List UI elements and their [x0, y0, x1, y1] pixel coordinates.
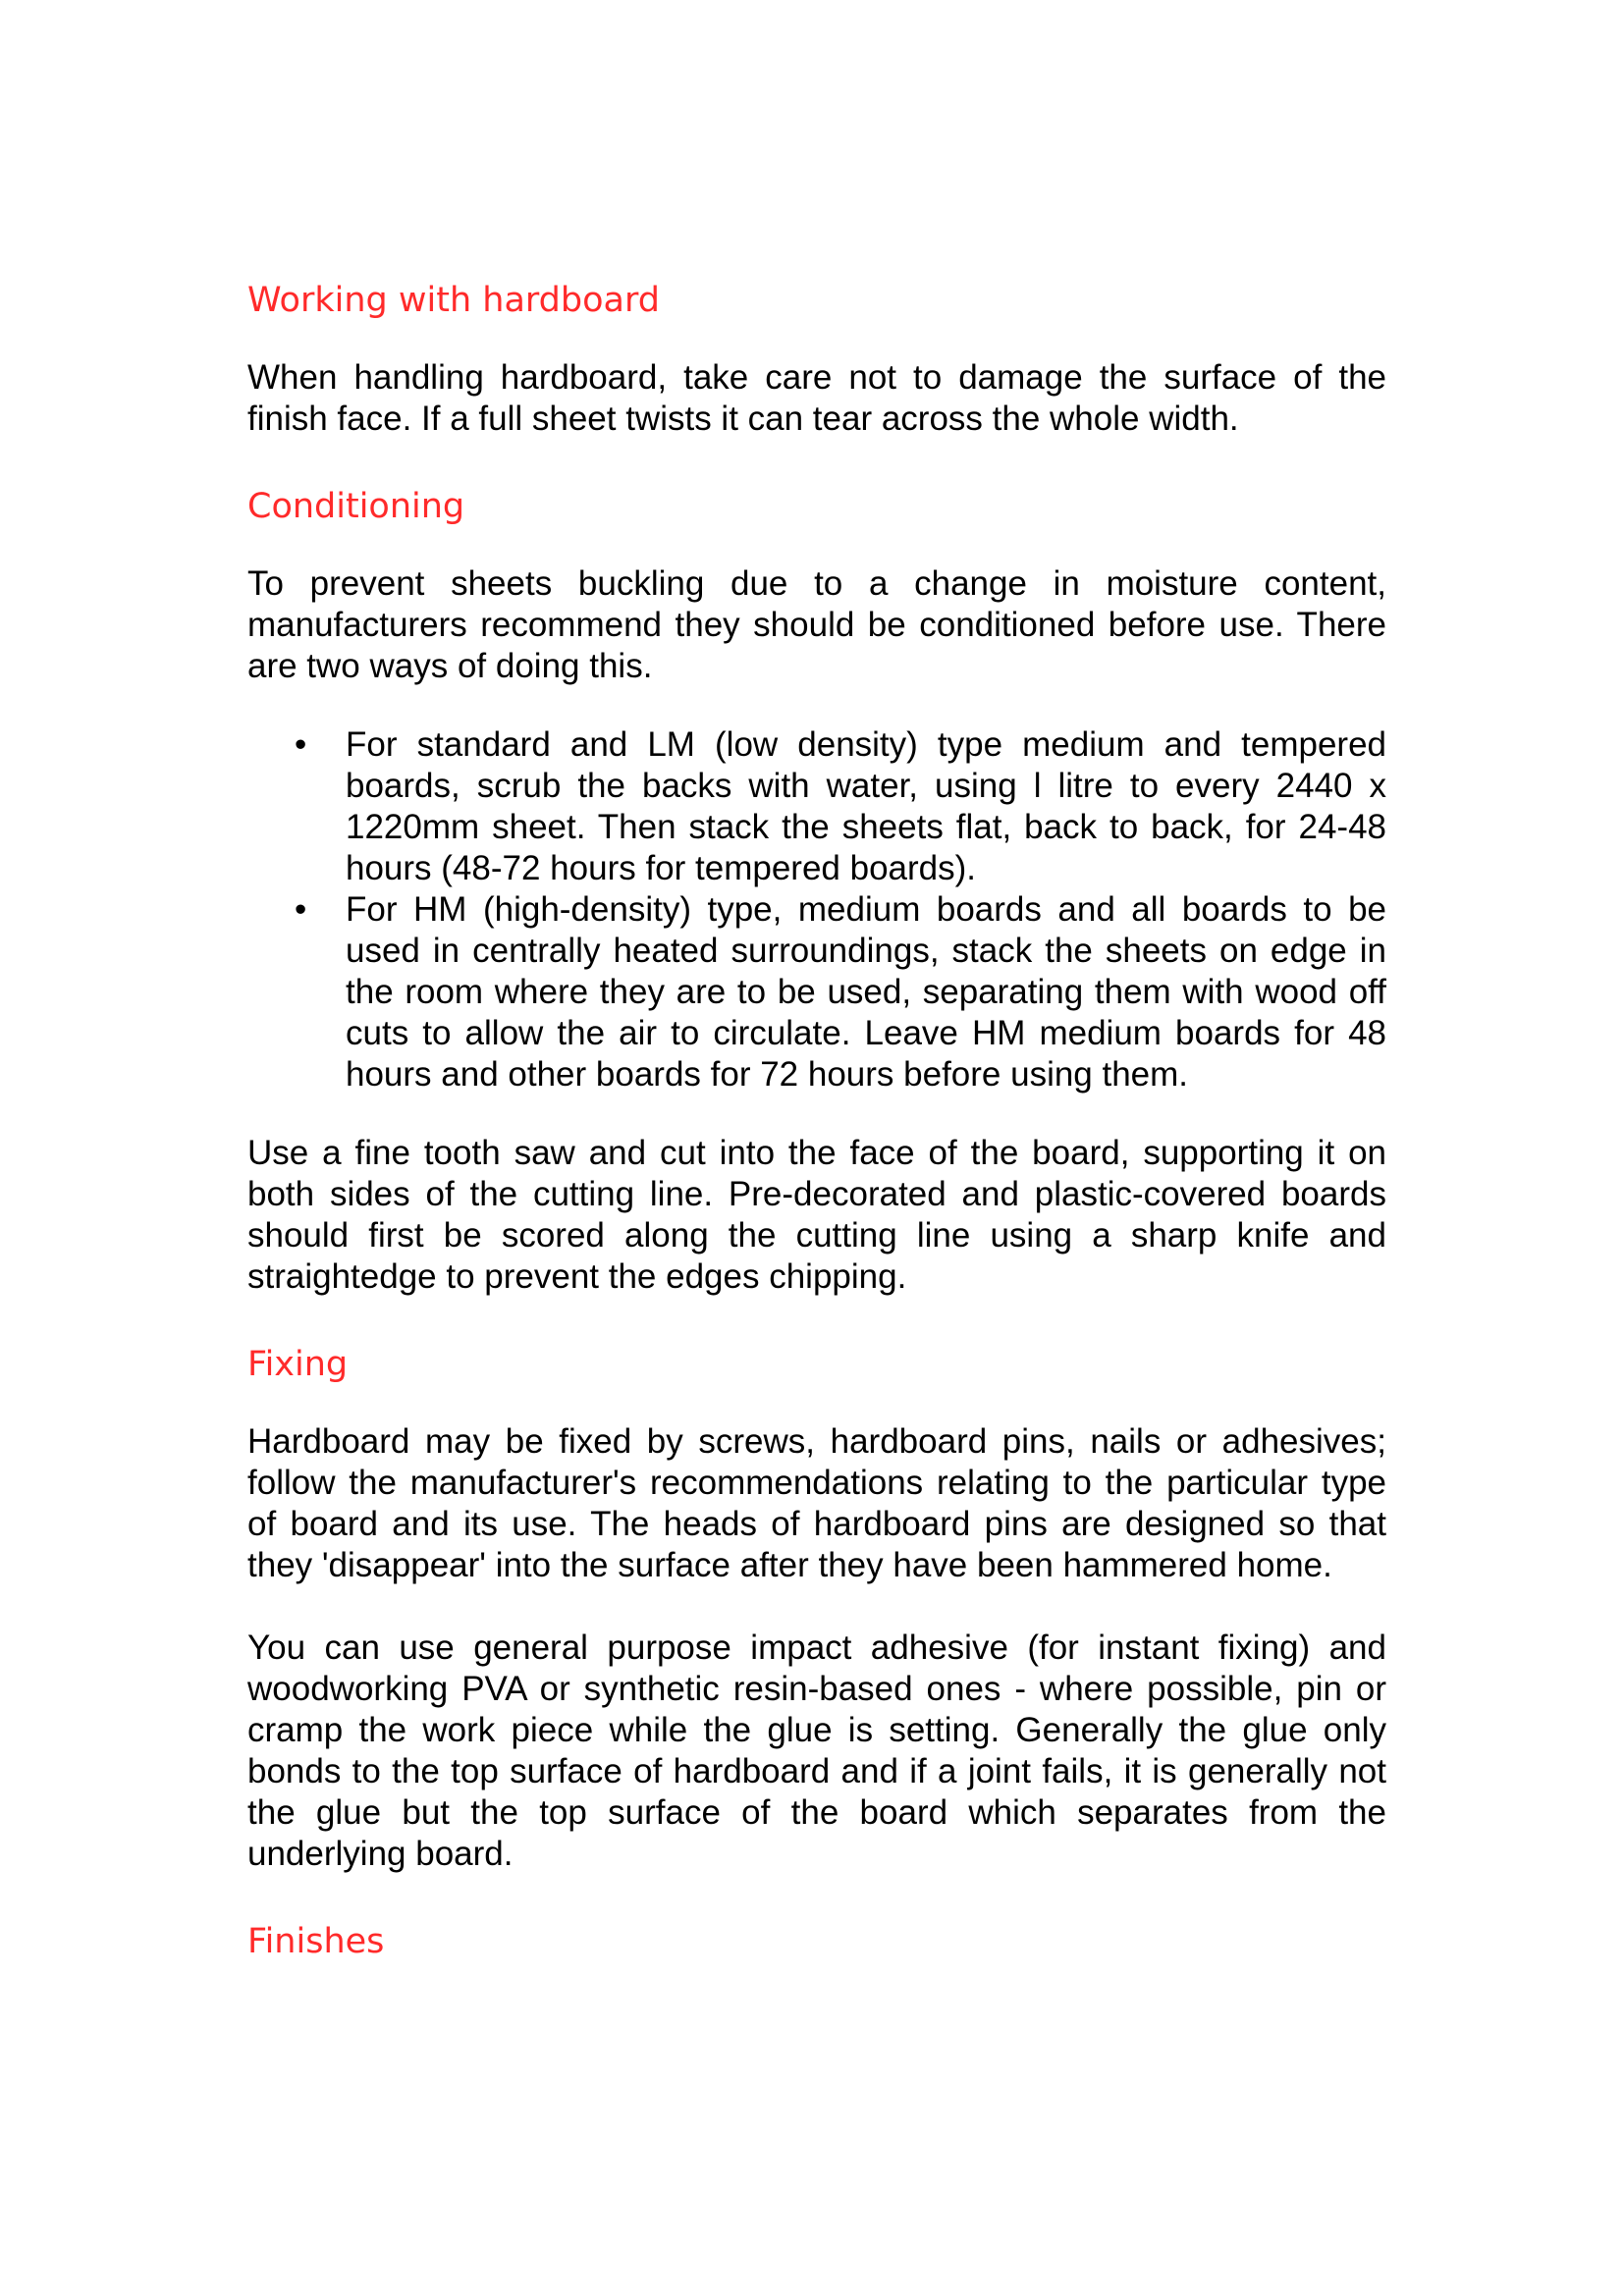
bullet-icon: • — [295, 725, 307, 764]
list-item — [247, 724, 1386, 889]
conditioning-list — [247, 724, 1386, 1095]
list-item-text: For HM (high-density) type, medium boards and all boards to be used in centrally heated surroundings, stack the sheets on edge in the room where they are to be used, separating them with wood off cuts to allow the air to circulate. Leave HM medium boards for 48 hours and other boards for 72 hours before using them. — [346, 890, 1386, 1094]
paragraph-cutting: Use a fine tooth saw and cut into the face of the board, supporting it on both sides of the cutting line. Pre-decorated and plastic-covered boards should first be scored along the cutting line using a sharp knife and straightedge to prevent the edges chipping. — [247, 1134, 1386, 1296]
document-page — [247, 277, 1386, 1965]
heading-finishes: Finishes — [247, 1922, 385, 1961]
heading-working-with-hardboard: Working with hardboard — [247, 281, 660, 320]
heading-conditioning: Conditioning — [247, 487, 465, 526]
heading-fixing: Fixing — [247, 1345, 349, 1384]
list-item — [247, 889, 1386, 1095]
list-item-text: For standard and LM (low density) type medium and tempered boards, scrub the backs with water, using l litre to every 2440 x 1220mm sheet. Then stack the sheets flat, back to back, for 24-48 hours (48-72 hours for tempered boards). — [346, 725, 1386, 887]
paragraph-handling: When handling hardboard, take care not to damage the surface of the finish face. If a full sheet twists it can tear across the whole width. — [247, 358, 1386, 438]
paragraph-fixing-methods: Hardboard may be fixed by screws, hardboard pins, nails or adhesives; follow the manufacturer's recommendations relating to the particular type of board and its use. The heads of hardboard pins are designed so that they 'disappear' into the surface after they have been hammered home. — [247, 1422, 1386, 1584]
bullet-icon: • — [295, 890, 307, 929]
paragraph-adhesives: You can use general purpose impact adhesive (for instant fixing) and woodworking PVA or synthetic resin-based ones - where possible, pin or cramp the work piece while the glue is setting. Generally the glue only bonds to the top surface of hardboard and if a joint fails, it is generally not the glue but the top surface of the board which separates from the underlying board. — [247, 1629, 1386, 1873]
paragraph-conditioning: To prevent sheets buckling due to a change in moisture content, manufacturers recommend they should be conditioned before use. There are two ways of doing this. — [247, 564, 1386, 685]
